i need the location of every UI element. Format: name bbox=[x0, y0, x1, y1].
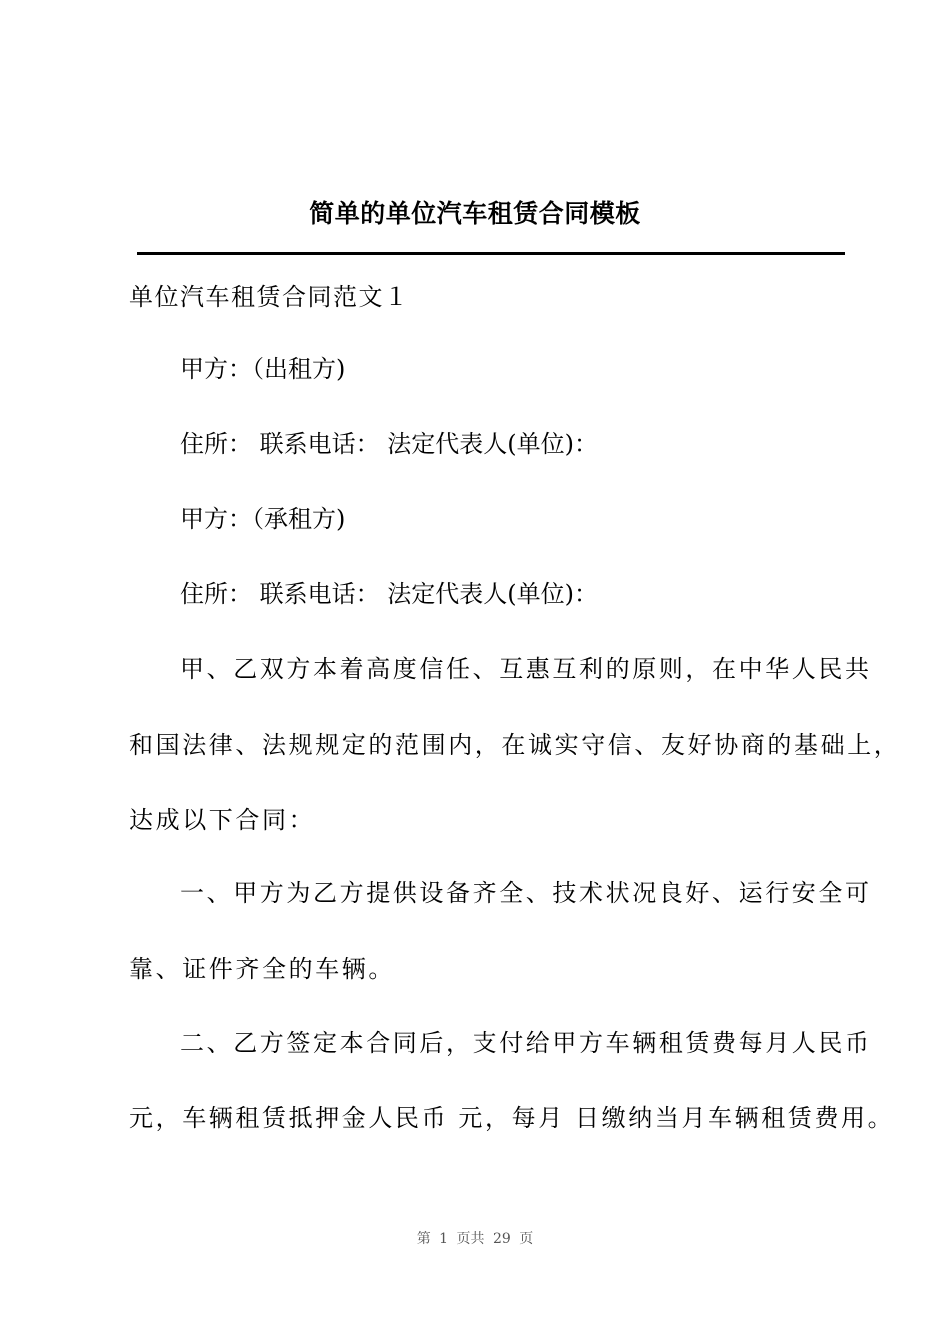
paragraph-line: 和国法律、法规规定的范围内，在诚实守信、友好协商的基础上， bbox=[129, 731, 901, 759]
page-footer: 第 1 页共 29 页 bbox=[416, 1231, 534, 1247]
party-a-line: 甲方：（出租方) bbox=[180, 355, 346, 383]
title-divider bbox=[137, 252, 845, 255]
party-b-address-line: 住所： 联系电话： 法定代表人(单位)： bbox=[180, 580, 598, 608]
party-b-line: 甲方：（承租方) bbox=[180, 505, 346, 533]
section-heading: 单位汽车租赁合同范文１ bbox=[129, 283, 410, 311]
clause-1-line: 一、甲方为乙方提供设备齐全、技术状况良好、运行安全可 bbox=[180, 879, 872, 907]
clause-1-line: 靠、证件齐全的车辆。 bbox=[129, 955, 395, 983]
clause-2-line: 二、乙方签定本合同后，支付给甲方车辆租赁费每月人民币 bbox=[180, 1029, 872, 1057]
party-a-address-line: 住所： 联系电话： 法定代表人(单位)： bbox=[180, 430, 598, 458]
paragraph-line: 达成以下合同： bbox=[129, 806, 316, 834]
clause-2-line: 元，车辆租赁抵押金人民币 元，每月 日缴纳当月车辆租赁费用。 bbox=[129, 1104, 895, 1132]
document-title: 简单的单位汽车租赁合同模板 bbox=[309, 199, 641, 228]
paragraph-line: 甲、乙双方本着高度信任、互惠互利的原则，在中华人民共 bbox=[180, 655, 872, 683]
